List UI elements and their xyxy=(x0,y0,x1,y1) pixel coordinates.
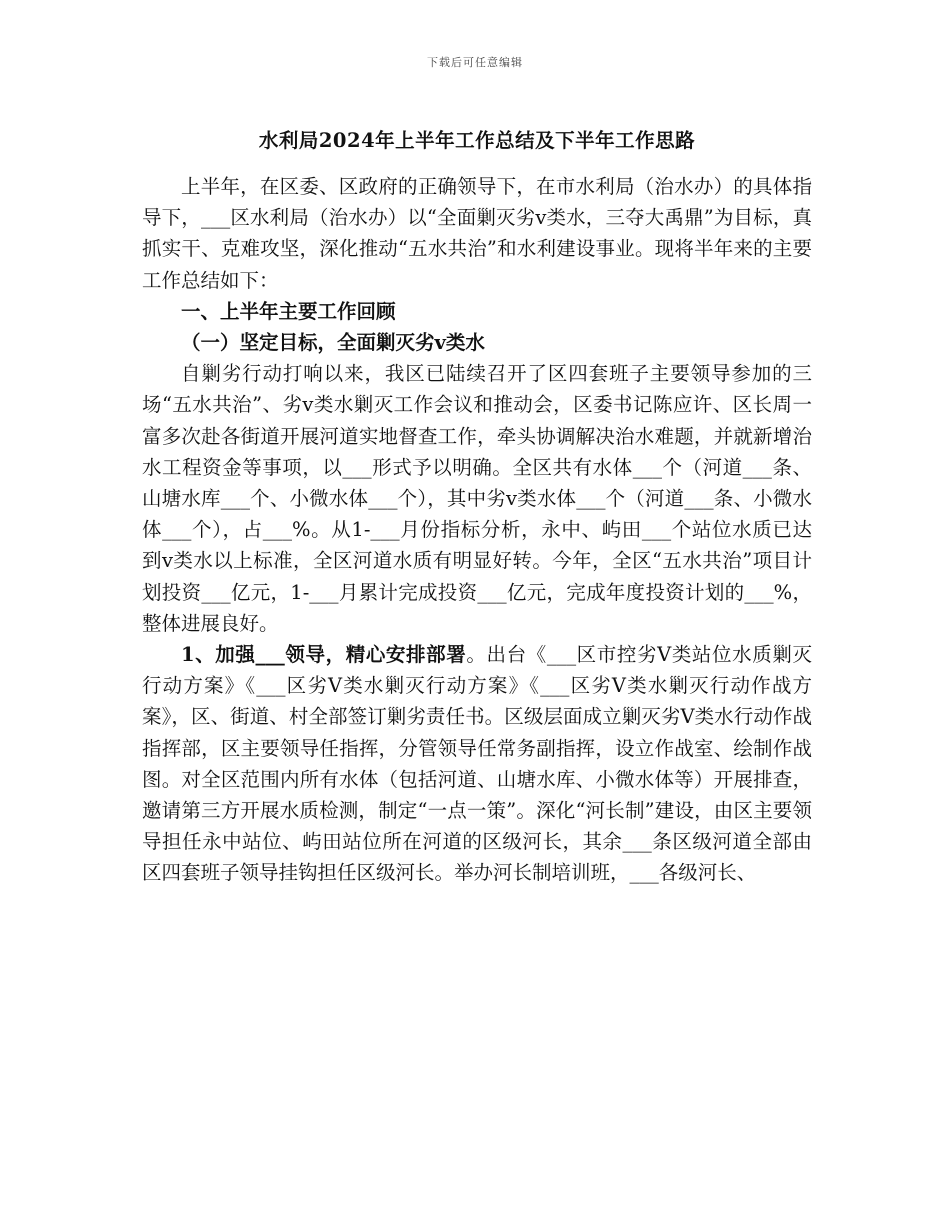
subsection-heading-1: （一）坚定目标，全面剿灭劣ⅴ类水 xyxy=(181,331,485,355)
document-title: 水利局2024年上半年工作总结及下半年工作思路 xyxy=(258,129,696,152)
document-body xyxy=(142,127,812,889)
body-paragraph-3 xyxy=(142,639,812,889)
section-heading-1: 一、上半年主要工作回顾 xyxy=(181,299,396,323)
body-paragraph-2: 自剿劣行动打响以来，我区已陆续召开了区四套班子主要领导参加的三场“五水共治”、劣ⅴ类水剿灭工作会议和推动会，区委书记陈应许、区长周一富多次赴各街道开展河道实地督查工作，牵头协调解决治水难题，并就新增治水工程资金等事项，以___形式予以明确。全区共有水体___个（河道___条、山塘水库___个、小微水体___个），其中劣ⅴ类水体___个（河道___条、小微水体___个），占___%。从1-___月份指标分析，永中、屿田___个站位水质已达到ⅴ类水以上标准，全区河道水质有明显好转。今年，全区“五水共治”项目计划投资___亿元，1-___月累计完成投资___亿元，完成年度投资计划的___%，整体进展良好。 xyxy=(142,362,812,635)
page-header-note: 下载后可任意编辑 xyxy=(427,56,523,69)
paragraph-3-body: 。出台《___区市控劣Ⅴ类站位水质剿灭行动方案》《___区劣Ⅴ类水剿灭行动方案》《___区劣Ⅴ类水剿灭行动作战方案》，区、街道、村全部签订剿劣责任书。区级层面成立剿灭劣Ⅴ类水行动作战指挥部，区主要领导任指挥，分管领导任常务副指挥，设立作战室、绘制作战图。对全区范围内所有水体（包括河道、山塘水库、小微水体等）开展排查，邀请第三方开展水质检测，制定“一点一策”。深化“河长制”建设，由区主要领导担任永中站位、屿田站位所在河道的区级河长，其余___条区级河道全部由区四套班子领导挂钩担任区级河长。举办河长制培训班，___各级河长、 xyxy=(142,643,812,885)
intro-paragraph: 上半年，在区委、区政府的正确领导下，在市水利局（治水办）的具体指导下，___区水利局（治水办）以“全面剿灭劣ⅴ类水，三夺大禹鼎”为目标，真抓实干、克难攻坚，深化推动“五水共治”和水利建设事业。现将半年来的主要工作总结如下： xyxy=(142,175,812,292)
paragraph-3-lead: 1、加强___领导，精心安排部署 xyxy=(181,643,467,667)
